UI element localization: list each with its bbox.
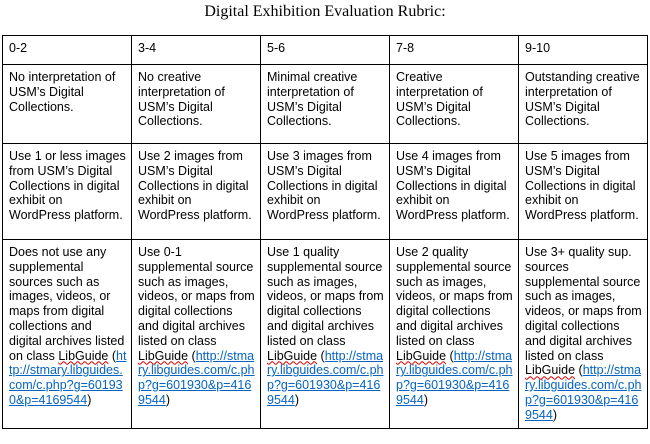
score-range-7-8: 7-8 — [390, 36, 519, 65]
supplemental-cell — [3, 240, 132, 429]
score-range-0-2: 0-2 — [3, 36, 132, 65]
interpretation-cell: Outstanding creative interpretation of USM’s Digital Collections. — [519, 65, 648, 144]
images-cell: Use 4 images from USM’s Digital Collections in digital exhibit on WordPress platform. — [390, 144, 519, 240]
libguide-link[interactable]: http://stmary.libguides.com/c.php?g=601930&p=4169544 — [138, 348, 255, 407]
link-close-paren: ) — [294, 392, 299, 407]
link-open-paren: ( — [191, 348, 196, 363]
libguide-word: LibGuide — [58, 348, 109, 363]
interpretation-cell: Minimal creative interpretation of USM’s Digital Collections. — [261, 65, 390, 144]
supplemental-cell — [132, 240, 261, 429]
supplemental-sources-row — [3, 240, 648, 429]
images-cell: Use 2 images from USM’s Digital Collections in digital exhibit on WordPress platform. — [132, 144, 261, 240]
interpretation-cell: No creative interpretation of USM’s Digital Collections. — [132, 65, 261, 144]
score-range-9-10: 9-10 — [519, 36, 648, 65]
link-open-paren: ( — [578, 363, 583, 378]
images-cell: Use 3 images from USM’s Digital Collections in digital exhibit on WordPress platform. — [261, 144, 390, 240]
link-close-paren: ) — [87, 392, 92, 407]
evaluation-rubric-table — [2, 35, 648, 429]
libguide-word: LibGuide — [525, 363, 576, 378]
link-close-paren: ) — [423, 392, 428, 407]
libguide-link[interactable]: http://stmary.libguides.com/c.php?g=601930&p=4169544 — [525, 363, 642, 422]
supplemental-text: Use 3+ quality sup. sources supplemental source such as images, videos, or maps from digital collections and digital archives listed on class — [525, 245, 642, 363]
libguide-word: LibGuide — [396, 348, 447, 363]
interpretation-criteria-row — [3, 65, 648, 144]
supplemental-cell — [390, 240, 519, 429]
supplemental-cell — [261, 240, 390, 429]
images-cell: Use 5 images from USM’s Digital Collections in digital exhibit on WordPress platform. — [519, 144, 648, 240]
images-criteria-row — [3, 144, 648, 240]
libguide-link[interactable]: http://stmary.libguides.com/c.php?g=601930&p=4169544 — [396, 348, 513, 407]
link-open-paren: ( — [449, 348, 454, 363]
supplemental-text: Use 2 quality supplemental source such as images, videos, or maps from digital collections and digital archives listed on class — [396, 245, 513, 348]
libguide-word: LibGuide — [138, 348, 189, 363]
link-open-paren: ( — [320, 348, 325, 363]
score-range-5-6: 5-6 — [261, 36, 390, 65]
libguide-word: LibGuide — [267, 348, 318, 363]
link-close-paren: ) — [165, 392, 170, 407]
link-close-paren: ) — [552, 407, 557, 422]
supplemental-text: Use 1 quality supplemental source such as images, videos, or maps from digital collections and digital archives listed on class — [267, 245, 384, 348]
interpretation-cell: Creative interpretation of USM’s Digital Collections. — [390, 65, 519, 144]
score-range-header-row — [3, 36, 648, 65]
score-range-3-4: 3-4 — [132, 36, 261, 65]
supplemental-text: Use 0-1 supplemental source such as images, videos, or maps from digital collections and digital archives listed on class — [138, 245, 255, 348]
link-open-paren: ( — [111, 348, 117, 363]
libguide-link[interactable]: http://stmary.libguides.com/c.php?g=601930&p=4169544 — [9, 348, 127, 407]
interpretation-cell: No interpretation of USM’s Digital Collections. — [3, 65, 132, 144]
document-title: Digital Exhibition Evaluation Rubric: — [204, 3, 446, 20]
libguide-link[interactable]: http://stmary.libguides.com/c.php?g=601930&p=4169544 — [267, 348, 384, 407]
images-cell: Use 1 or less images from USM’s Digital Collections in digital exhibit on WordPress platform. — [3, 144, 132, 240]
supplemental-text: Does not use any supplemental sources such as images, videos, or maps from digital collections and digital archives listed on class — [9, 245, 125, 363]
supplemental-cell — [519, 240, 648, 429]
